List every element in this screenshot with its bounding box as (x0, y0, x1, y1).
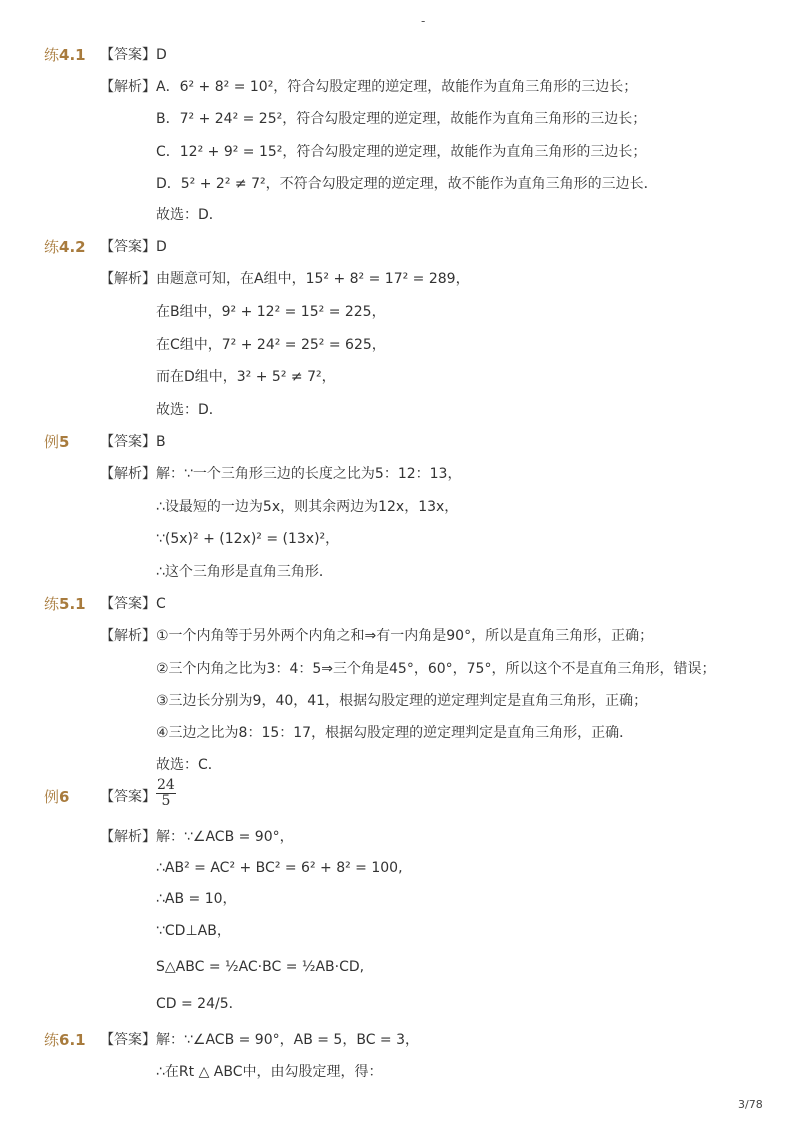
answer-value: D (156, 239, 167, 255)
analysis-line: 在C组中，7² + 24² = 25² = 625， (156, 337, 386, 353)
answer-tag: 【答案】 (100, 596, 156, 612)
analysis-line: A．6² + 8² = 10²，符合勾股定理的逆定理，故能作为直角三角形的三边长； (156, 79, 638, 95)
page-top-mark: - (421, 14, 426, 28)
analysis-tag: 【解析】 (100, 628, 156, 644)
fraction (156, 778, 176, 809)
answer-line: 解：∵∠ACB = 90°，AB = 5，BC = 3， (156, 1032, 420, 1048)
fraction-numerator: 24 (157, 777, 175, 793)
question-label: 练5.1 (44, 595, 86, 613)
question-label: 例5 (44, 433, 70, 451)
analysis-line: 故选：D． (156, 207, 223, 223)
analysis-tag: 【解析】 (100, 466, 156, 482)
analysis-line: 由题意可知，在A组中，15² + 8² = 17² = 289， (156, 271, 470, 287)
fraction-denominator: 5 (161, 793, 171, 809)
answer-tag: 【答案】 (100, 239, 156, 255)
analysis-tag: 【解析】 (100, 829, 156, 845)
analysis-line: ∴AB = 10， (156, 891, 237, 907)
analysis-line: B．7² + 24² = 25²，符合勾股定理的逆定理，故能作为直角三角形的三边长； (156, 111, 647, 127)
answer-value: C (156, 596, 166, 612)
analysis-line: ∴这个三角形是直角三角形． (156, 564, 333, 580)
analysis-line: 解：∵∠ACB = 90°， (156, 829, 294, 845)
analysis-line: 故选：D． (156, 402, 223, 418)
analysis-tag: 【解析】 (100, 271, 156, 287)
answer-value: B (156, 434, 166, 450)
analysis-tag: 【解析】 (100, 79, 156, 95)
page-number: 3/78 (738, 1098, 763, 1111)
analysis-line: 而在D组中，3² + 5² ≠ 7²， (156, 369, 336, 385)
answer-tag: 【答案】 (100, 47, 156, 63)
answer-tag: 【答案】 (100, 789, 156, 805)
analysis-line: ∴设最短的一边为5x，则其余两边为12x，13x， (156, 499, 459, 515)
analysis-line: S△ABC = ½AC·BC = ½AB·CD, (156, 959, 365, 975)
analysis-line: ∴在Rt △ ABC中，由勾股定理，得： (156, 1064, 383, 1080)
analysis-line: ④三边之比为8：15：17，根据勾股定理的逆定理判定是直角三角形，正确． (156, 725, 634, 741)
analysis-line: ∴AB² = AC² + BC² = 6² + 8² = 100, (156, 860, 403, 876)
analysis-line: ①一个内角等于另外两个内角之和⇒有一内角是90°，所以是直角三角形，正确； (156, 628, 654, 644)
question-label: 练4.1 (44, 46, 86, 64)
analysis-line: 故选：C． (156, 757, 222, 773)
answer-tag: 【答案】 (100, 434, 156, 450)
analysis-line: CD = 24/5． (156, 996, 243, 1012)
question-label: 例6 (44, 788, 70, 806)
analysis-line: C．12² + 9² = 15²，符合勾股定理的逆定理，故能作为直角三角形的三边长； (156, 144, 647, 160)
question-label: 练6.1 (44, 1031, 86, 1049)
analysis-line: ③三边长分别为9，40，41，根据勾股定理的逆定理判定是直角三角形，正确； (156, 693, 648, 709)
answer-tag: 【答案】 (100, 1032, 156, 1048)
analysis-line: 在B组中，9² + 12² = 15² = 225， (156, 304, 386, 320)
question-label: 练4.2 (44, 238, 86, 256)
analysis-line: ∵CD⊥AB， (156, 923, 231, 939)
analysis-line: 解：∵一个三角形三边的长度之比为5：12：13， (156, 466, 462, 482)
answer-value: D (156, 47, 167, 63)
analysis-line: ∵(5x)² + (12x)² = (13x)²， (156, 531, 340, 547)
answer-fraction (156, 778, 176, 809)
analysis-line: ②三个内角之比为3：4：5⇒三个角是45°，60°，75°，所以这个不是直角三角形，错误； (156, 661, 716, 677)
analysis-line: D．5² + 2² ≠ 7²，不符合勾股定理的逆定理，故不能作为直角三角形的三边长． (156, 176, 658, 192)
